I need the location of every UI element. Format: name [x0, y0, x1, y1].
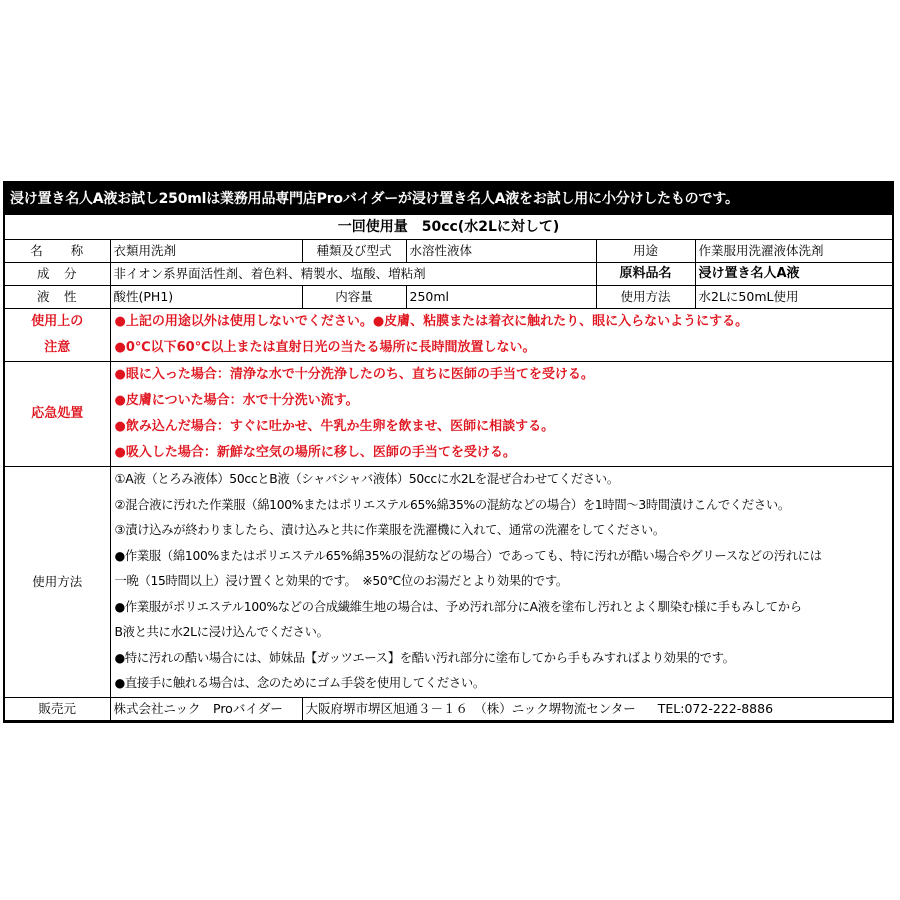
product-label-sheet: [3, 181, 894, 723]
purpose-label: 用途: [596, 240, 695, 263]
usage-line: ③漬け込みが終わりましたら、漬け込みと共に作業服を洗濯機に入れて、通常の洗濯をしてください。: [114, 523, 665, 537]
name-row: [5, 240, 892, 263]
volume-label: 内容量: [302, 286, 406, 309]
caution-label-line2: 注意: [44, 340, 71, 355]
emergency-content: [110, 362, 892, 467]
usage-line: ●作業服がポリエステル100%などの合成繊維生地の場合は、予め汚れ部分にA液を塗布し汚れとよく馴染む様に手もみしてから: [114, 599, 802, 614]
material-label: 原料品名: [596, 263, 695, 286]
emergency-line: ●飲み込んだ場合：すぐに吐かせ、牛乳か生卵を飲ませ、医師に相談する。: [114, 419, 555, 434]
seller-address-cell: [302, 697, 892, 720]
liquid-label: 液 性: [5, 286, 110, 309]
ingredients-row: [5, 263, 892, 286]
seller-row: [5, 697, 892, 720]
seller-label: 販売元: [5, 697, 110, 720]
usage-line: 一晩（15時間以上）浸け置くと効果的です。 ※50℃位のお湯だとより効果的です。: [114, 574, 568, 588]
material-value: 浸け置き名人A液: [695, 263, 892, 286]
ingredients-value: 非イオン系界面活性剤、着色料、精製水、塩酸、増粘剤: [110, 263, 596, 286]
seller-company: 株式会社ニック Proバイダー: [110, 697, 302, 720]
usage-content: [110, 467, 892, 698]
usage-line: ●作業服（綿100%またはポリエステル65%綿35%の混紡などの場合）であっても、特に汚れが酷い場合やグリースなどの汚れには: [114, 548, 822, 563]
purpose-value: 作業服用洗濯液体洗剤: [695, 240, 892, 263]
usage-line: B液と共に水2Lに浸け込んでください。: [114, 625, 329, 639]
banner-title: 浸け置き名人A液お試し250mlは業務用品専門店Proバイダーが浸け置き名人A液をお試し用に小分けしたものです。: [5, 183, 892, 215]
seller-address: 大阪府堺市堺区旭通３－１６ （株）ニック堺物流センター: [305, 700, 636, 716]
emergency-line: ●吸入した場合：新鮮な空気の場所に移し、医師の手当てを受ける。: [114, 445, 516, 460]
usage-line: ●特に汚れの酷い場合には、姉妹品【ガッツエース】を酷い汚れ部分に塗布してから手もみすればより効果的です。: [114, 650, 735, 665]
usage-line: ①A液（とろみ液体）50ccとB液（シャバシャバ液体）50ccに水2Lを混ぜ合わせてください。: [114, 472, 619, 486]
emergency-row: [5, 362, 892, 467]
usage-row: [5, 467, 892, 698]
caution-row: [5, 309, 892, 362]
usage-label: 使用方法: [5, 467, 110, 698]
method-value: 水2Lに50mL使用: [695, 286, 892, 309]
caution-label-line1: 使用上の: [31, 314, 84, 329]
emergency-label: 応急処置: [5, 362, 110, 467]
type-label: 種類及び型式: [302, 240, 406, 263]
type-value: 水溶性液体: [406, 240, 596, 263]
caution-label: [5, 309, 110, 362]
liquid-value: 酸性(PH1): [110, 286, 302, 309]
volume-value: 250ml: [406, 286, 596, 309]
caution-line: ●0℃以下60℃以上または直射日光の当たる場所に長時間放置しない。: [114, 340, 536, 355]
emergency-line: ●皮膚についた場合：水で十分洗い流す。: [114, 393, 359, 408]
dose-line: 一回使用量 50cc(水2Lに対して): [5, 215, 892, 240]
product-info-table: [5, 240, 892, 721]
usage-line: ●直接手に触れる場合は、念のためにゴム手袋を使用してください。: [114, 676, 485, 690]
caution-line: ●上記の用途以外は使用しないでください。●皮膚、粘膜または着衣に触れたり、眼に入らないようにする。: [114, 314, 749, 329]
usage-line: ②混合液に汚れた作業服（綿100%またはポリエステル65%綿35%の混紡などの場合）を1時間～3時間漬けこんでください。: [114, 497, 790, 512]
caution-content: [110, 309, 892, 362]
emergency-line: ●眼に入った場合：清浄な水で十分洗浄したのち、直ちに医師の手当てを受ける。: [114, 367, 594, 382]
liquid-row: [5, 286, 892, 309]
ingredients-label: 成 分: [5, 263, 110, 286]
name-value: 衣類用洗剤: [110, 240, 302, 263]
name-label: 名 称: [5, 240, 110, 263]
seller-tel: TEL:072-222-8886: [657, 700, 774, 716]
method-label: 使用方法: [596, 286, 695, 309]
